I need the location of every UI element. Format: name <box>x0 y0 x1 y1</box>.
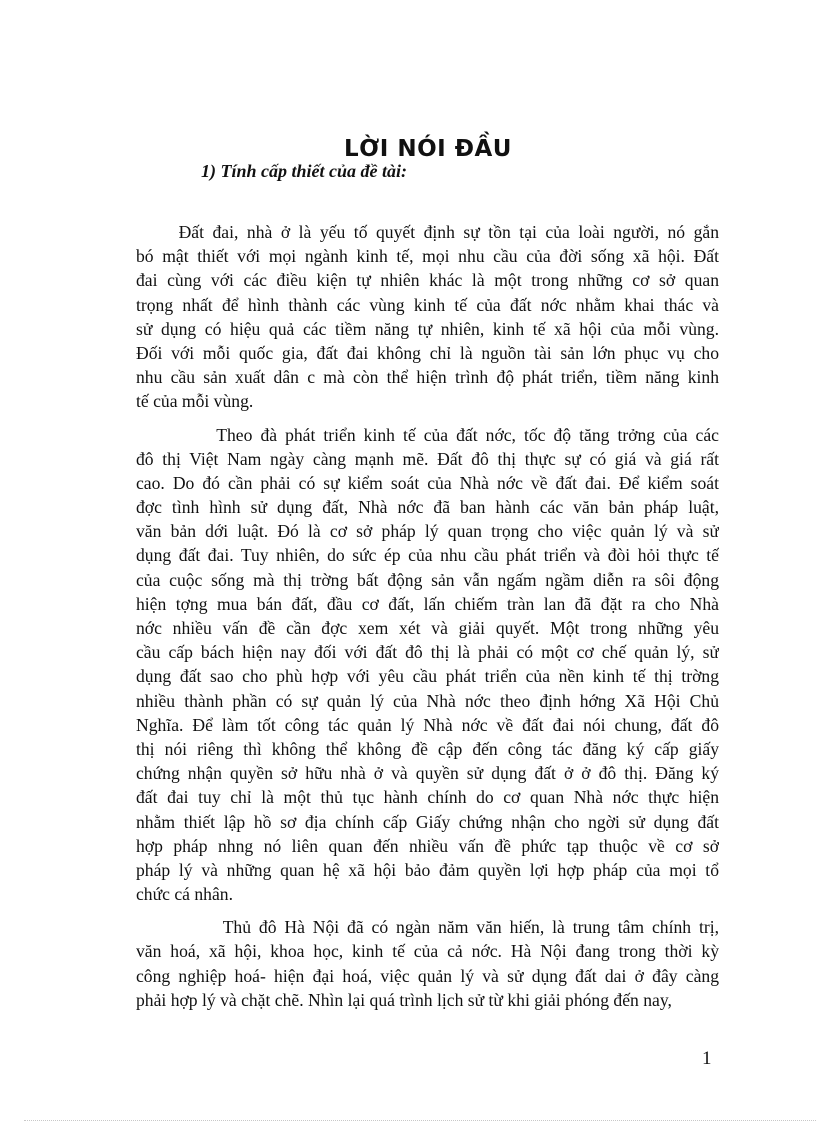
paragraph-line: pháp lý và những quan hệ xã hội bảo đảm quyền lợi hợp pháp của mọi tổ <box>136 859 719 880</box>
paragraph-line: phải hợp lý và chặt chẽ. Nhìn lại quá trình lịch sử từ khi giải phóng đến nay, <box>136 989 672 1010</box>
paragraph-line: trọng nhất để hình thành các vùng kinh tế của đất nớc nhằm khai thác và <box>136 294 719 315</box>
paragraph-line: Đất đai, nhà ở là yếu tố quyết định sự tồn tại của loài người, nó gắn <box>136 222 719 242</box>
paragraph-line: tế của mỗi vùng. <box>136 391 254 412</box>
paragraph-line: của cuộc sống mà thị trờng bất động sản vẫn ngấm ngầm diễn ra sôi động <box>136 569 719 590</box>
paragraph-line: nhằm thiết lập hồ sơ địa chính cấp Giấy chứng nhận cho ngời sử dụng đất <box>136 811 719 832</box>
document-title: LỜI NÓI ĐẦU <box>344 136 512 162</box>
paragraph-line: chức cá nhân. <box>136 884 233 905</box>
paragraph-line: bó mật thiết với mọi ngành kinh tế, mọi nhu cầu của đời sống xã hội. Đất <box>136 246 719 267</box>
paragraph-line: hiện tợng mua bán đất, đầu cơ đất, lấn chiếm tràn lan đã đặt ra cho Nhà <box>136 593 719 614</box>
paragraph-line: dụng đất đai. Tuy nhiên, do sức ép của nhu cầu phát triển và đòi hỏi thực tế <box>136 545 719 566</box>
paragraph-line: đai cùng với các điều kiện tự nhiên khác là một trong những cơ sở quan <box>136 270 719 291</box>
paragraph-line: công nghiệp hoá- hiện đại hoá, việc quản lý và sử dụng đất dai ở đây càng <box>136 965 719 986</box>
paragraph-line: nhu cầu sản xuất dân c mà còn thể hiện trình độ phát triển, tiềm năng kinh <box>136 367 719 388</box>
paragraph-line: cao. Do đó cần phải có sự kiểm soát của Nhà nớc về đất đai. Để kiểm soát <box>136 472 719 493</box>
section-heading: 1) Tính cấp thiết của đề tài: <box>201 161 407 181</box>
paragraph-line: Đối với mỗi quốc gia, đất đai không chỉ là nguồn tài sản lớn phục vụ cho <box>136 342 719 363</box>
paragraph-line: nớc nhiều vấn đề cần đợc xem xét và giải quyết. Một trong những yêu <box>136 618 719 638</box>
paragraph-line: hợp pháp nhng nó liên quan đến nhiều vấn đề phức tạp thuộc về cơ sở <box>136 835 719 856</box>
paragraph-line: Nghĩa. Để làm tốt công tác quản lý Nhà nớc về đất đai nói chung, đất đô <box>136 714 719 735</box>
paragraph-2 <box>136 423 719 907</box>
paragraph-line: đợc tình hình sử dụng đất, Nhà nớc đã ban hành các văn bản pháp luật, <box>136 497 719 518</box>
page-number: 1 <box>702 1048 712 1069</box>
paragraph-line: cầu cấp bách hiện nay đối với đất đô thị là phải có một cơ chế quản lý, sử <box>136 642 719 663</box>
paragraph-line: văn hoá, xã hội, khoa học, kinh tế của cả nớc. Hà Nội đang trong thời kỳ <box>136 941 719 962</box>
paragraph-line: sử dụng có hiệu quả các tiềm năng tự nhiên, kinh tế xã hội của mỗi vùng. <box>136 318 719 339</box>
body-text <box>136 220 719 1012</box>
paragraph-line: đô thị Việt Nam ngày càng mạnh mẽ. Đất đô thị thực sự có giá và giá rất <box>136 448 719 469</box>
paragraph-line: chứng nhận quyền sở hữu nhà ở và quyền sử dụng đất ở ở đô thị. Đăng ký <box>136 763 719 784</box>
paragraph-line: Thủ đô Hà Nội đã có ngàn năm văn hiến, là trung tâm chính trị, <box>136 917 719 938</box>
paragraph-line: dụng đất sao cho phù hợp với yêu cầu phát triển của nền kinh tế thị trờng <box>136 666 719 687</box>
paragraph-line: Theo đà phát triển kinh tế của đất nớc, tốc độ tăng trởng của các <box>136 424 719 445</box>
paragraph-line: thị nói riêng thì không thể không đề cập đến công tác đăng ký cấp giấy <box>136 738 719 759</box>
paragraph-3 <box>136 915 719 1012</box>
paragraph-line: văn bản dới luật. Đó là cơ sở pháp lý quan trọng cho việc quản lý và sử <box>136 521 719 542</box>
page-bottom-dotted-rule <box>24 1120 816 1121</box>
paragraph-line: nhiều thành phần có sự quản lý của Nhà nớc theo định hớng Xã Hội Chủ <box>136 690 719 711</box>
paragraph-1 <box>136 220 719 414</box>
paragraph-line: đất đai tuy chỉ là một thủ tục hành chính do cơ quan Nhà nớc thực hiện <box>136 787 719 808</box>
